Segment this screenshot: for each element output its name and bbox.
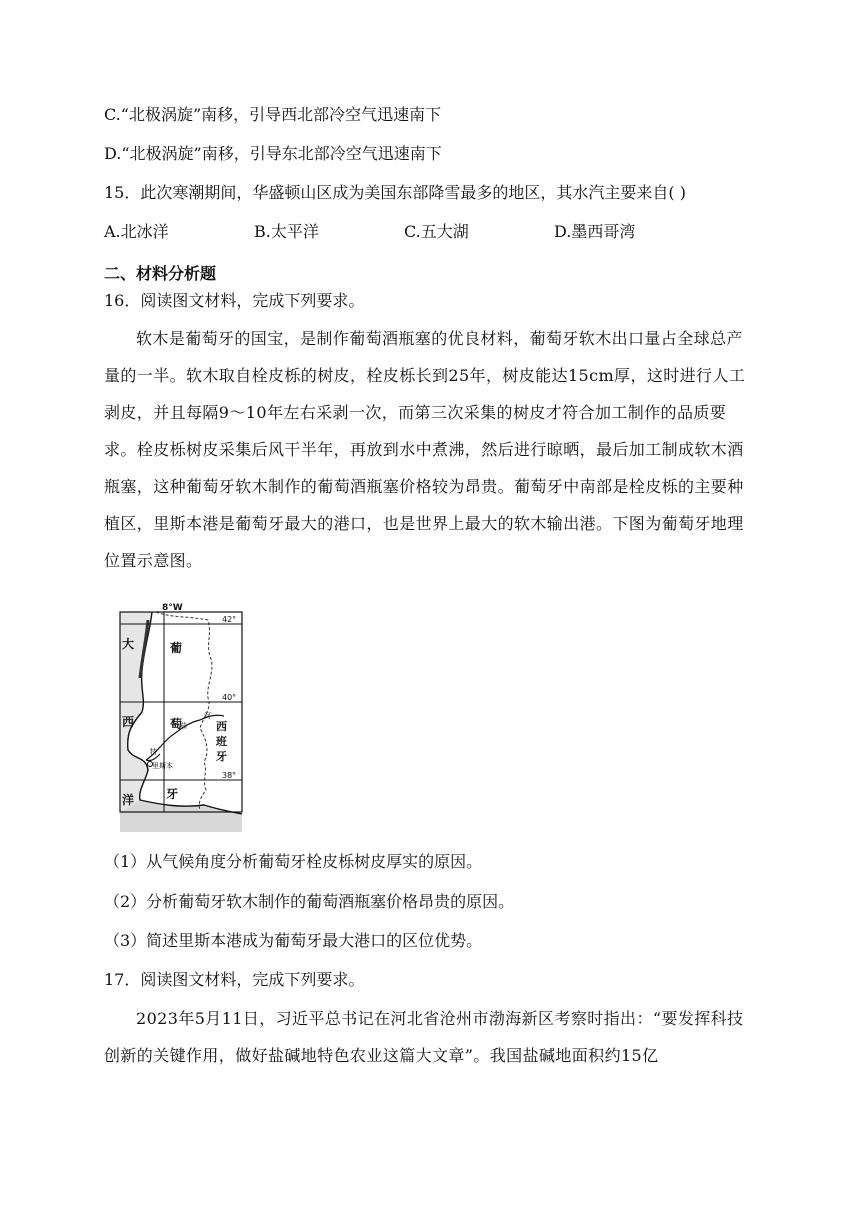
latitude-label-42: 42° <box>222 615 237 624</box>
country-char-2: 萄 <box>170 717 183 731</box>
option-b: B.太平洋 <box>254 222 319 241</box>
river-label-b2: 河 <box>204 712 211 720</box>
option-a: A.北冰洋 <box>104 222 169 241</box>
question-16-stem: 16．阅读图文材料，完成下列要求。 <box>104 291 365 310</box>
passage-text: 2023年5月11日，习近平总书记在河北省沧州市渤海新区考察时指出：“要发挥科技创新的关键作用，做好盐碱地特色农业这篇大文章”。我国盐碱地面积约15亿 <box>104 1009 744 1065</box>
option-c: C.五大湖 <box>404 222 469 241</box>
passage-text: 软木是葡萄牙的国宝，是制作葡萄酒瓶塞的优良材料，葡萄牙软木出口量占全球总产量的一半。软木取自栓皮栎的树皮，栓皮栎长到25年，树皮能达15cm厚，这时进行人工剥皮，并且每隔9～10年左右采剥一次，而第三次采集的树皮才符合加工制作的品质要求。栓皮栎树皮采集后风干半年，再放到水中煮沸，然后进行晾晒，最后加工制成软木酒瓶塞，这种葡萄牙软木制作的葡萄酒瓶塞价格较为昂贵。葡萄牙中南部是栓皮栎的主要种植区，里斯本港是葡萄牙最大的港口，也是世界上最大的软木输出港。下图为葡萄牙地理位置示意图。 <box>104 329 746 570</box>
country-char-1: 葡 <box>170 641 183 655</box>
latitude-label-40: 40° <box>222 693 237 702</box>
spain-char-3: 牙 <box>216 750 227 763</box>
river-label-b1: 茹 <box>180 722 187 730</box>
sub-question-1: （1）从气候角度分析葡萄牙栓皮栎树皮厚实的原因。 <box>104 852 483 871</box>
question-16-passage <box>104 320 752 579</box>
option-c: C.“北极涡旋”南移，引导西北部冷空气迅速南下 <box>104 105 442 124</box>
longitude-label: 8°W <box>162 603 183 613</box>
sub-question-3: （3）简述里斯本港成为葡萄牙最大港口的区位优势。 <box>104 931 483 950</box>
spain-char-1: 西 <box>216 720 227 733</box>
latitude-label-38: 38° <box>222 771 237 780</box>
option-d: D.“北极涡旋”南移，引导东北部冷空气迅速南下 <box>104 144 442 163</box>
option-d: D.墨西哥湾 <box>554 222 636 241</box>
sub-question-2: （2）分析葡萄牙软木制作的葡萄酒瓶塞价格昂贵的原因。 <box>104 892 515 911</box>
river-label-a: 特 <box>150 748 157 756</box>
ocean-char-2: 西 <box>122 715 135 729</box>
ocean-char-1: 大 <box>122 637 135 651</box>
city-label-lisbon: 里斯本 <box>152 762 173 770</box>
spain-char-2: 班 <box>216 735 227 748</box>
ocean-char-3: 洋 <box>122 793 135 807</box>
section-title: 二、材料分析题 <box>104 264 217 283</box>
country-char-3: 牙 <box>166 787 179 801</box>
portugal-location-map <box>112 600 248 836</box>
question-15-stem: 15．此次寒潮期间，华盛顿山区成为美国东部降雪最多的地区，其水汽主要来自( ) <box>104 183 686 202</box>
question-17-passage <box>104 1000 752 1074</box>
question-17-stem: 17．阅读图文材料，完成下列要求。 <box>104 970 365 989</box>
